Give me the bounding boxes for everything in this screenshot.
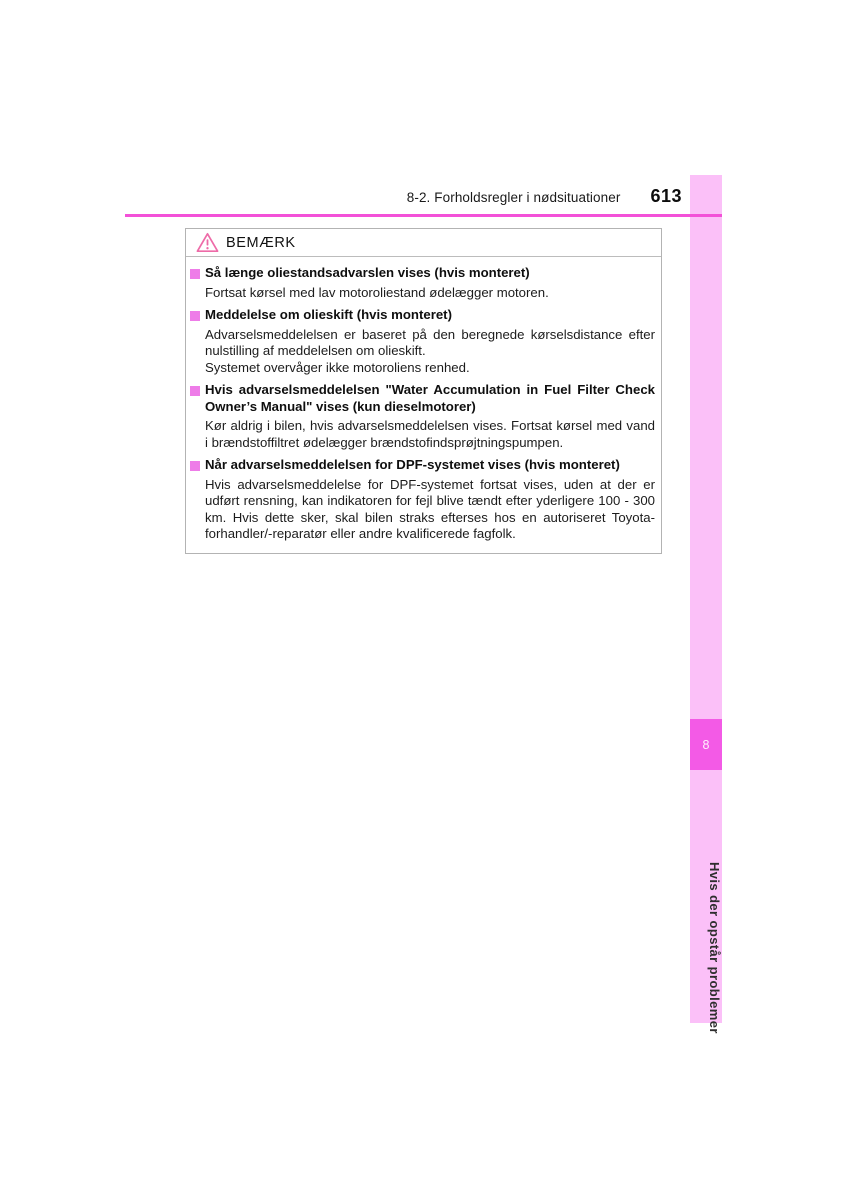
square-bullet-icon <box>190 386 200 396</box>
square-bullet-icon <box>190 311 200 321</box>
notice-item-paragraph: Systemet overvåger ikke motoroliens renhed. <box>205 359 470 375</box>
notice-item-heading-text: Hvis advarselsmeddelelsen "Water Accumulation in Fuel Filter Check Owner’s Manual" vises (kun dieselmotorer) <box>205 382 655 414</box>
notice-item-heading <box>190 265 655 282</box>
square-bullet-icon <box>190 269 200 279</box>
notice-item <box>190 382 655 451</box>
notice-item <box>190 265 655 301</box>
notice-item-heading-text: Så længe oliestandsadvarslen vises (hvis monteret) <box>205 265 530 280</box>
notice-item-heading <box>190 382 655 415</box>
square-bullet-icon <box>190 461 200 471</box>
notice-item-paragraph: Hvis advarselsmeddelelse for DPF-systemet fortsat vises, uden at der er udført rensning, kan indikatoren for fejl blive tændt efter yderligere 100 - 300 km. Hvis dette sker, skal bilen straks efterses hos en autoriseret Toyota-forhandler/-reparatør eller andre kvalificerede fagfolk. <box>205 476 655 541</box>
warning-triangle-icon <box>196 232 219 253</box>
chapter-side-strip <box>690 175 722 1034</box>
notice-title: BEMÆRK <box>226 234 296 251</box>
notice-item-heading <box>190 457 655 474</box>
header-rule <box>125 214 722 217</box>
section-title: 8-2. Forholdsregler i nødsituationer <box>406 190 621 205</box>
notice-header <box>186 229 661 257</box>
notice-item-heading-text: Når advarselsmeddelelsen for DPF-systemet vises (hvis monteret) <box>205 457 620 472</box>
notice-item <box>190 457 655 543</box>
notice-item-paragraph: Kør aldrig i bilen, hvis advarselsmeddelelsen vises. Fortsat kørsel med vand i brændstoffiltret ødelægger brændstofindsprøjtningspumpen. <box>205 418 655 450</box>
notice-body <box>186 257 661 553</box>
notice-item-heading <box>190 307 655 324</box>
page-number: 613 <box>650 186 682 206</box>
notice-item <box>190 307 655 376</box>
chapter-label-vertical: Hvis der opstår problemer <box>707 861 722 1034</box>
notice-item-paragraph: Fortsat kørsel med lav motoroliestand ødelægger motoren. <box>205 284 549 300</box>
page-header <box>125 186 682 207</box>
notice-item-paragraph: Advarselsmeddelelsen er baseret på den beregnede kørselsdistance efter nulstilling af meddelelsen om olieskift. <box>205 326 655 358</box>
notice-item-heading-text: Meddelelse om olieskift (hvis monteret) <box>205 307 452 322</box>
notice-box <box>185 228 662 554</box>
chapter-number: 8 <box>702 737 710 752</box>
chapter-tab <box>690 719 722 770</box>
